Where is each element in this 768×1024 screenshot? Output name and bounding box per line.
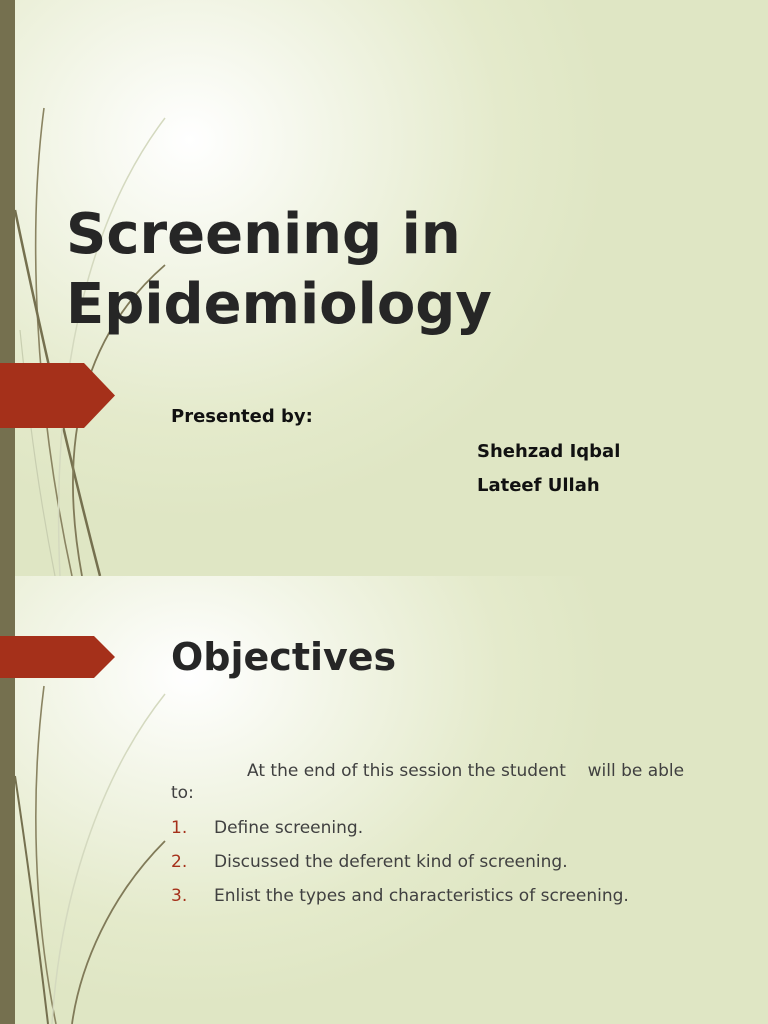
objectives-intro [171, 760, 711, 804]
objectives-list [171, 816, 629, 918]
presenter-name: Shehzad Iqbal [477, 441, 621, 462]
intro-text-part-1: At the end of this session the student [247, 761, 566, 781]
list-item [171, 816, 629, 850]
list-item-text: Define screening. [214, 818, 364, 838]
presenter-name: Lateef Ullah [477, 475, 600, 496]
presented-by-label: Presented by: [171, 406, 313, 427]
sidebar-strip [0, 0, 15, 576]
list-item [171, 850, 629, 884]
list-item-number: 3. [171, 886, 188, 906]
accent-arrow-tab [0, 636, 115, 678]
list-item-text: Discussed the deferent kind of screening. [214, 852, 568, 872]
list-item-number: 1. [171, 818, 188, 838]
title-line-2: Epidemiology [66, 272, 492, 337]
slide-title-heading [66, 200, 492, 340]
title-line-1: Screening in [66, 202, 461, 267]
list-item-number: 2. [171, 852, 188, 872]
list-item-text: Enlist the types and characteristics of screening. [214, 886, 629, 906]
objectives-title: Objectives [171, 635, 397, 679]
list-item [171, 884, 629, 918]
intro-text-part-2: will be able to: [171, 761, 685, 803]
